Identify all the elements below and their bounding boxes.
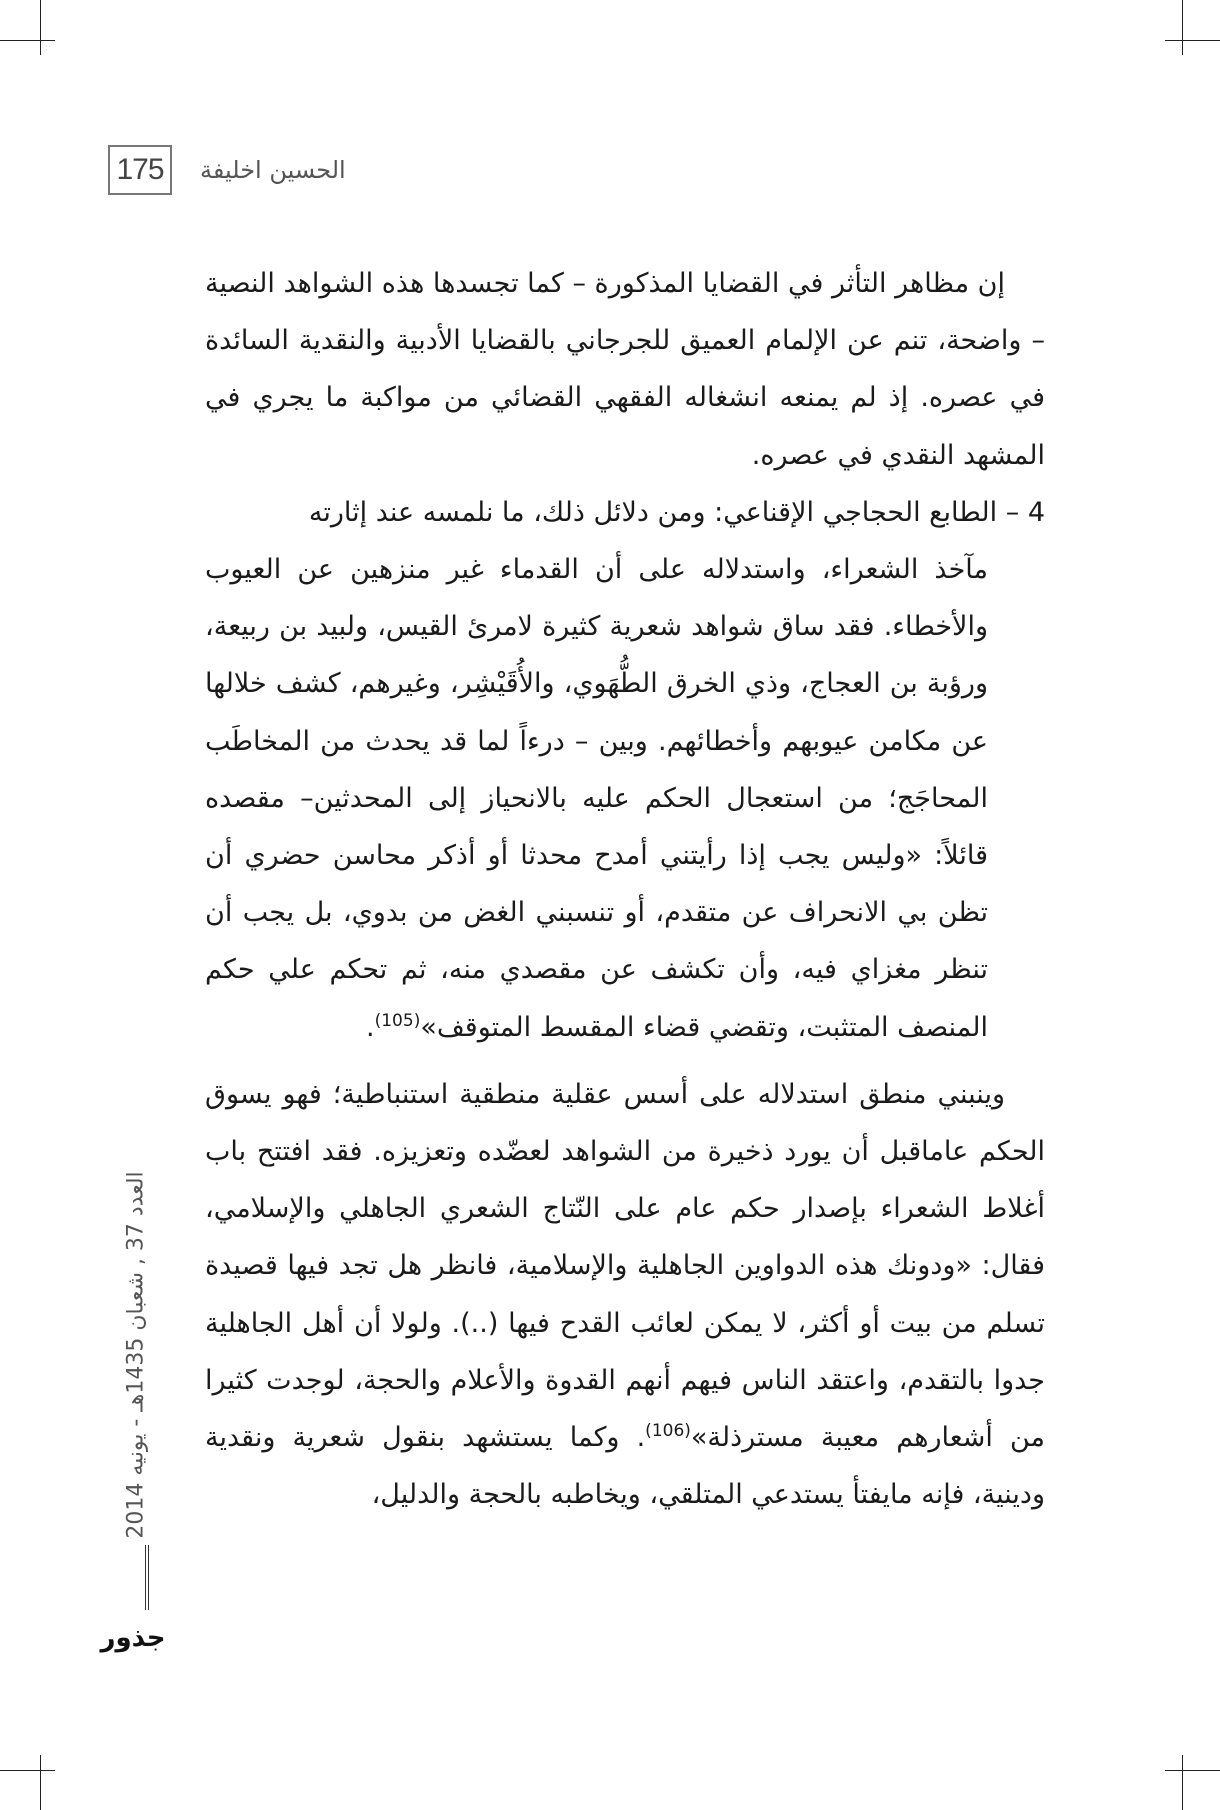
- crop-mark: [40, 0, 41, 55]
- paragraph: [205, 1066, 1045, 1524]
- crop-mark: [1165, 40, 1220, 41]
- issue-info: [116, 1100, 156, 1610]
- crop-mark: [1182, 0, 1183, 55]
- issue-line: العدد 37 , شعبان 1435هـ - يونيه 2014: [123, 1171, 149, 1539]
- crop-mark: [0, 40, 55, 41]
- body-text: [205, 255, 1045, 1523]
- list-item-4-first-line: 4 – الطابع الحجاجي الإقناعي: ومن دلائل ذلك، ما نلمسه عند إثارته: [308, 496, 1045, 528]
- running-head-author: الحسين اخليفة: [200, 156, 346, 184]
- paragraph-part: وينبني منطق استدلاله على أسس عقلية منطقية استنباطية؛ فهو يسوق الحكم عاماقبل أن يورد ذخيرة من الشواهد لعضّده وتعزيزه. فقد افتتح باب أغلاط الشعراء بإصدار حكم عام على النّتاج الشعري الجاهلي والإسلامي، فقال: «ودونك هذه الدواوين الجاهلية والإسلامية، فانظر هل تجد فيها قصيدة تسلم من بيت أو أكثر، لا يمكن لعائب القدح فيها (..). ولولا أن أهل الجاهلية جدوا بالتقدم، واعتقد الناس فيهم أنهم القدوة والأعلام والحجة، لوجدت كثيرا من أشعارهم معيبة مسترذلة»: [205, 1078, 1045, 1454]
- divider: [145, 1545, 149, 1610]
- crop-mark: [1165, 1770, 1220, 1771]
- list-item-4-text: [205, 541, 1045, 1056]
- list-item-4-body: مآخذ الشعراء، واستدلاله على أن القدماء غير منزهين عن العيوب والأخطاء. فقد ساق شواهد شعرية كثيرة لامرئ القيس، ولبيد بن ربيعة، ورؤبة بن العجاج، وذي الخرق الطُّهَوي، والأُقَيْشِر، وغيرهم، كشف خلالها عن مكامن عيوبهم وأخطائهم. وبين – درءاً لما قد يحدث من المخاطَب المحاجَج؛ من استعجال الحكم عليه بالانحياز إلى المحدثين– مقصده قائلاً: «وليس يجب إذا رأيتني أمدح محدثا أو أذكر محاسن حضري أن تظن بي الانحراف عن متقدم، أو تنسبني الغض من بدوي، بل يجب أن تنظر مغزاي فيه، وأن تكشف عن مقصدي منه، ثم تحكم علي حكم المنصف المتثبت، وتقضي قضاء المقسط المتوقف»: [205, 554, 988, 1043]
- sentence-end: .: [366, 1011, 375, 1043]
- page-number: 175: [108, 145, 172, 195]
- crop-mark: [0, 1770, 55, 1771]
- paragraph: إن مظاهر التأثر في القضايا المذكورة – كما تجسدها هذه الشواهد النصية – واضحة، تنم عن الإلمام العميق للجرجاني بالقضايا الأدبية والنقدية السائدة في عصره. إذ لم يمنعه انشغاله الفقهي القضائي من مواكبة ما يجري في المشهد النقدي في عصره.: [205, 268, 1045, 471]
- footnote-ref: (105): [374, 1010, 421, 1031]
- crop-mark: [1182, 1755, 1183, 1810]
- paragraph-part: . وكما يستشهد بنقول شعرية ونقدية ودينية، فإنه مايفتأ يستدعي المتلقي، ويخاطبه بالحجة والدليل،: [205, 1422, 1045, 1511]
- crop-mark: [40, 1755, 41, 1810]
- journal-logo: جذور: [100, 1623, 166, 1653]
- footnote-ref: (106): [645, 1421, 691, 1442]
